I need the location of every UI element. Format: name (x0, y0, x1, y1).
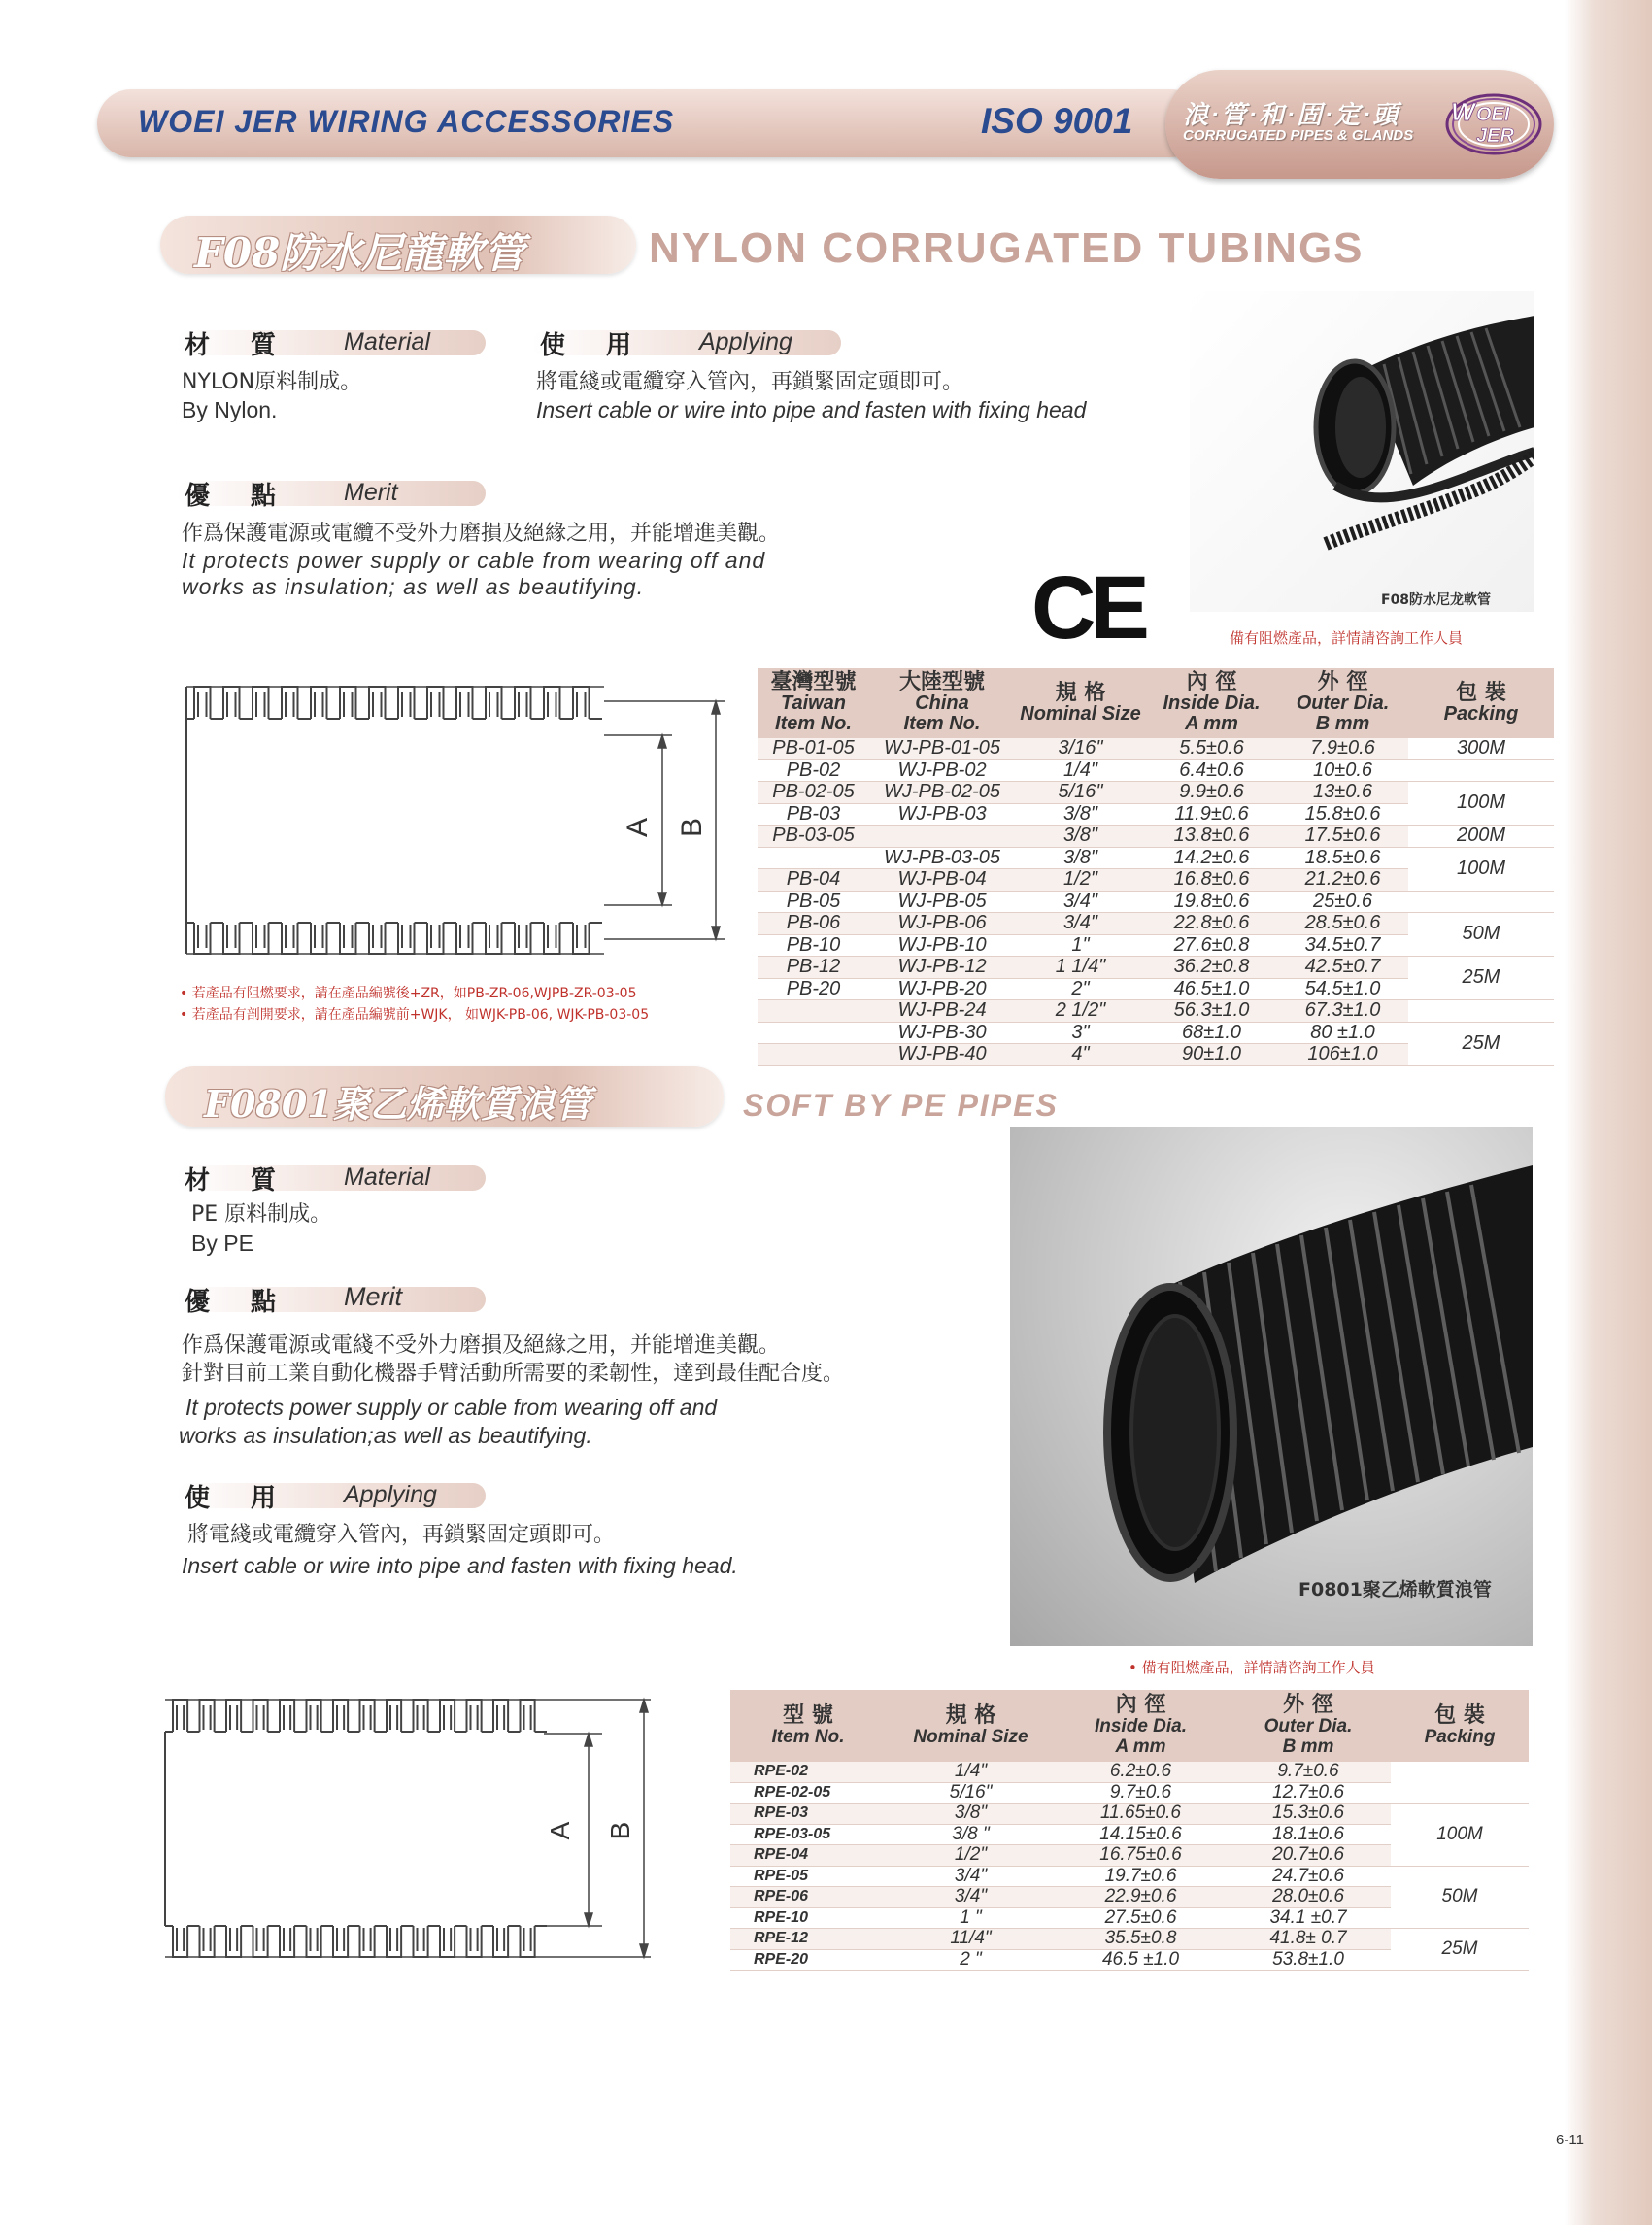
cell-item: RPE-02-05 (730, 1782, 886, 1804)
cell-a: 16.75±0.6 (1056, 1845, 1226, 1867)
cell-b: 25±0.6 (1277, 891, 1408, 913)
cell-packing: 100M (1391, 1804, 1529, 1867)
cell-item: RPE-03 (730, 1804, 886, 1825)
cell-a: 36.2±0.8 (1146, 957, 1277, 979)
pe-col-inside-dia: 內 徑 Inside Dia. A mm (1056, 1690, 1226, 1762)
col-china-item: 大陸型號 China Item No. (869, 668, 1015, 738)
cell-item: RPE-10 (730, 1907, 886, 1929)
cell-tw (758, 847, 869, 869)
cell-a: 11.65±0.6 (1056, 1804, 1226, 1825)
cell-tw: PB-04 (758, 869, 869, 892)
cell-size: 2 " (886, 1949, 1056, 1971)
table-row (758, 1022, 1554, 1044)
cell-cn: WJ-PB-20 (869, 978, 1015, 1000)
cell-size: 5/16" (886, 1782, 1056, 1804)
cell-b: 18.1±0.6 (1226, 1824, 1391, 1845)
cell-a: 46.5 ±1.0 (1056, 1949, 1226, 1971)
col-nominal-size: 規 格 Nominal Size (1015, 668, 1146, 738)
cell-tw: PB-06 (758, 913, 869, 935)
table-row (758, 759, 1554, 782)
pe-tube-photo (1010, 1127, 1533, 1646)
cell-a: 16.8±0.6 (1146, 869, 1277, 892)
cell-size: 1/4" (1015, 759, 1146, 782)
cell-b: 20.7±0.6 (1226, 1845, 1391, 1867)
cell-tw (758, 1022, 869, 1044)
cell-a: 22.9±0.6 (1056, 1887, 1226, 1908)
cell-a: 19.8±0.6 (1146, 891, 1277, 913)
cell-packing (1408, 759, 1554, 782)
cell-size: 1/4" (886, 1762, 1056, 1782)
pe-merit-label-cn: 優點 (185, 1288, 318, 1317)
pe-drawing-label-b: B (605, 1821, 635, 1840)
table-row (758, 738, 1554, 759)
cell-packing (1408, 1000, 1554, 1023)
cell-a: 35.5±0.8 (1056, 1929, 1226, 1950)
pe-drawing-label-a: A (545, 1821, 575, 1840)
col-inside-dia: 內 徑 Inside Dia. A mm (1146, 668, 1277, 738)
ce-mark: CE (1031, 558, 1144, 657)
cell-cn: WJ-PB-02-05 (869, 782, 1015, 804)
cell-packing: 100M (1408, 847, 1554, 891)
cell-a: 22.8±0.6 (1146, 913, 1277, 935)
cell-cn: WJ-PB-05 (869, 891, 1015, 913)
cell-tw: PB-02-05 (758, 782, 869, 804)
cell-size: 2" (1015, 978, 1146, 1000)
table-row (758, 782, 1554, 804)
pe-material-label-en: Material (344, 1163, 430, 1191)
pe-photo-caption: F0801聚乙烯軟質浪管 (1298, 1579, 1492, 1601)
cell-size: 3/16" (1015, 738, 1146, 759)
cell-packing: 25M (1408, 1022, 1554, 1065)
cell-b: 18.5±0.6 (1277, 847, 1408, 869)
cell-cn: WJ-PB-40 (869, 1044, 1015, 1066)
table-row (730, 1804, 1529, 1825)
nylon-tube-photo (1190, 291, 1534, 612)
cell-a: 11.9±0.6 (1146, 803, 1277, 826)
pe-material-text-en: By PE (191, 1230, 253, 1256)
table-row (758, 1000, 1554, 1023)
applying-label-cn: 使用 (540, 331, 673, 360)
woei-jer-logo-icon (1437, 85, 1544, 163)
merit-label-cn: 優點 (185, 482, 318, 511)
cell-b: 13±0.6 (1277, 782, 1408, 804)
cell-packing: 25M (1408, 957, 1554, 1000)
table-row (758, 826, 1554, 848)
section2-red-note: • 備有阻燃產品，詳情請咨詢工作人員 (1129, 1659, 1375, 1676)
svg-text:W: W (1451, 97, 1475, 126)
cell-a: 5.5±0.6 (1146, 738, 1277, 759)
pe-merit-label-en: Merit (344, 1282, 402, 1311)
cell-b: 41.8± 0.7 (1226, 1929, 1391, 1950)
pe-spec-table (730, 1690, 1529, 1971)
cell-b: 9.7±0.6 (1226, 1762, 1391, 1782)
cell-size: 2 1/2" (1015, 1000, 1146, 1023)
cell-tw: PB-01-05 (758, 738, 869, 759)
cell-item: RPE-20 (730, 1949, 886, 1971)
section1-red-note: 備有阻燃產品，詳情請咨詢工作人員 (1230, 629, 1464, 647)
cell-item: RPE-12 (730, 1929, 886, 1950)
page-edge-strip (1565, 0, 1652, 2225)
cell-size: 3" (1015, 1022, 1146, 1044)
cell-a: 9.9±0.6 (1146, 782, 1277, 804)
cell-tw (758, 1000, 869, 1023)
cell-tw: PB-03 (758, 803, 869, 826)
section1-note-2: • 若產品有剖開要求，請在產品編號前+WJK， 如WJK-PB-06, WJK-PB-03-05 (180, 1007, 650, 1023)
cell-item: RPE-06 (730, 1887, 886, 1908)
cell-tw: PB-12 (758, 957, 869, 979)
cell-a: 14.15±0.6 (1056, 1824, 1226, 1845)
section1-note-1: • 若產品有阻燃要求，請在產品編號後+ZR，如PB-ZR-06,WJPB-ZR-03-05 (180, 986, 637, 1001)
pe-merit-text-en1: It protects power supply or cable from wearing off and (185, 1395, 718, 1420)
cell-b: 34.5±0.7 (1277, 934, 1408, 957)
material-text-en: By Nylon. (182, 397, 278, 422)
cell-b: 24.7±0.6 (1226, 1866, 1391, 1887)
cell-b: 28.0±0.6 (1226, 1887, 1391, 1908)
table-row (730, 1929, 1529, 1950)
cell-tw (758, 1044, 869, 1066)
header-brand: WOEI JER WIRING ACCESSORIES (138, 104, 675, 139)
pe-tube-drawing (155, 1685, 660, 1976)
cell-b: 67.3±1.0 (1277, 1000, 1408, 1023)
cell-size: 1 1/4" (1015, 957, 1146, 979)
logo-cn: 浪‧管‧和‧固‧定‧頭 (1183, 101, 1400, 130)
cell-a: 27.5±0.6 (1056, 1907, 1226, 1929)
pe-merit-text-cn2: 針對目前工業自動化機器手臂活動所需要的柔韌性，達到最佳配合度。 (182, 1362, 845, 1386)
col-taiwan-item: 臺灣型號 Taiwan Item No. (758, 668, 869, 738)
pe-merit-text-cn1: 作爲保護電源或電綫不受外力磨損及絕緣之用，并能增進美觀。 (182, 1333, 781, 1358)
cell-size: 1/2" (886, 1845, 1056, 1867)
cell-size: 4" (1015, 1044, 1146, 1066)
header-iso: ISO 9001 (981, 101, 1133, 141)
cell-packing: 200M (1408, 826, 1554, 848)
cell-size: 5/16" (1015, 782, 1146, 804)
pe-applying-label-en: Applying (344, 1481, 437, 1508)
cell-packing: 100M (1408, 782, 1554, 826)
cell-item: RPE-03-05 (730, 1824, 886, 1845)
page-number: 6-11 (1556, 2132, 1584, 2148)
cell-size: 3/8" (1015, 826, 1146, 848)
cell-a: 6.4±0.6 (1146, 759, 1277, 782)
cell-cn: WJ-PB-12 (869, 957, 1015, 979)
merit-label-en: Merit (344, 479, 398, 506)
pe-col-packing: 包 裝 Packing (1391, 1690, 1529, 1762)
cell-a: 6.2±0.6 (1056, 1762, 1226, 1782)
cell-cn: WJ-PB-03 (869, 803, 1015, 826)
section1-title-en: NYLON CORRUGATED TUBINGS (649, 224, 1365, 272)
cell-size: 3/4" (1015, 913, 1146, 935)
cell-size: 11/4" (886, 1929, 1056, 1950)
cell-packing: 50M (1408, 913, 1554, 957)
col-outer-dia: 外 徑 Outer Dia. B mm (1277, 668, 1408, 738)
cell-size: 3/4" (1015, 891, 1146, 913)
cell-size: 1 " (886, 1907, 1056, 1929)
cell-a: 9.7±0.6 (1056, 1782, 1226, 1804)
table-row (758, 913, 1554, 935)
cell-tw: PB-02 (758, 759, 869, 782)
section1-title-cn: F08防水尼龍軟管 (194, 229, 525, 277)
cell-a: 19.7±0.6 (1056, 1866, 1226, 1887)
nylon-photo-caption: F08防水尼龙軟管 (1381, 592, 1492, 608)
pe-material-label-cn: 材質 (185, 1166, 318, 1196)
cell-b: 7.9±0.6 (1277, 738, 1408, 759)
pe-col-item: 型 號 Item No. (730, 1690, 886, 1762)
cell-b: 17.5±0.6 (1277, 826, 1408, 848)
cell-tw: PB-03-05 (758, 826, 869, 848)
pe-applying-text-cn: 將電綫或電纜穿入管內，再鎖緊固定頭即可。 (187, 1523, 616, 1547)
cell-a: 14.2±0.6 (1146, 847, 1277, 869)
cell-packing: 50M (1391, 1866, 1529, 1929)
pe-col-outer-dia: 外 徑 Outer Dia. B mm (1226, 1690, 1391, 1762)
cell-a: 90±1.0 (1146, 1044, 1277, 1066)
material-label-en: Material (344, 328, 430, 355)
cell-cn: WJ-PB-04 (869, 869, 1015, 892)
cell-size: 3/8 " (886, 1824, 1056, 1845)
cell-b: 10±0.6 (1277, 759, 1408, 782)
cell-a: 27.6±0.8 (1146, 934, 1277, 957)
cell-b: 12.7±0.6 (1226, 1782, 1391, 1804)
cell-cn: WJ-PB-06 (869, 913, 1015, 935)
cell-b: 106±1.0 (1277, 1044, 1408, 1066)
cell-b: 80 ±1.0 (1277, 1022, 1408, 1044)
cell-b: 21.2±0.6 (1277, 869, 1408, 892)
cell-cn: WJ-PB-24 (869, 1000, 1015, 1023)
cell-tw: PB-20 (758, 978, 869, 1000)
merit-text-en1: It protects power supply or cable from wearing off and (182, 548, 766, 573)
table-row (758, 847, 1554, 869)
cell-size: 1" (1015, 934, 1146, 957)
cell-a: 68±1.0 (1146, 1022, 1277, 1044)
cell-size: 3/4" (886, 1887, 1056, 1908)
cell-item: RPE-04 (730, 1845, 886, 1867)
cell-b: 15.3±0.6 (1226, 1804, 1391, 1825)
cell-b: 28.5±0.6 (1277, 913, 1408, 935)
cell-b: 54.5±1.0 (1277, 978, 1408, 1000)
cell-cn: WJ-PB-30 (869, 1022, 1015, 1044)
cell-packing: 25M (1391, 1929, 1529, 1971)
cell-packing (1391, 1762, 1529, 1804)
table-row (758, 957, 1554, 979)
pe-applying-text-en: Insert cable or wire into pipe and fasten with fixing head. (182, 1553, 738, 1578)
cell-cn: WJ-PB-10 (869, 934, 1015, 957)
cell-tw: PB-10 (758, 934, 869, 957)
logo-en: CORRUGATED PIPES & GLANDS (1183, 127, 1414, 144)
cell-item: RPE-02 (730, 1762, 886, 1782)
table-row (730, 1762, 1529, 1782)
cell-size: 3/8" (1015, 803, 1146, 826)
material-label-cn: 材質 (185, 331, 318, 360)
merit-text-en2: works as insulation; as well as beautifying. (182, 574, 645, 599)
merit-text-cn: 作爲保護電源或電纜不受外力磨損及絕緣之用，并能增進美觀。 (182, 522, 781, 546)
cell-b: 34.1 ±0.7 (1226, 1907, 1391, 1929)
nylon-tube-drawing (177, 662, 750, 973)
col-packing: 包 裝 Packing (1408, 668, 1554, 738)
applying-label-en: Applying (699, 328, 792, 355)
drawing-label-b: B (676, 817, 708, 838)
svg-text:JER: JER (1476, 125, 1514, 147)
material-text-cn: NYLON原料制成。 (182, 370, 362, 394)
cell-packing (1408, 891, 1554, 913)
cell-tw: PB-05 (758, 891, 869, 913)
cell-cn: WJ-PB-01-05 (869, 738, 1015, 759)
drawing-label-a: A (622, 817, 654, 838)
table-row (758, 891, 1554, 913)
cell-item: RPE-05 (730, 1866, 886, 1887)
cell-a: 56.3±1.0 (1146, 1000, 1277, 1023)
cell-cn: WJ-PB-03-05 (869, 847, 1015, 869)
pe-applying-label-cn: 使用 (185, 1484, 318, 1513)
cell-size: 3/8" (886, 1804, 1056, 1825)
cell-cn: WJ-PB-02 (869, 759, 1015, 782)
cell-a: 46.5±1.0 (1146, 978, 1277, 1000)
table-row (730, 1866, 1529, 1887)
svg-text:OEI: OEI (1476, 104, 1510, 125)
cell-size: 3/8" (1015, 847, 1146, 869)
applying-text-en: Insert cable or wire into pipe and fasten with fixing head (536, 397, 1087, 422)
pe-material-text-cn: PE 原料制成。 (191, 1202, 332, 1227)
pe-col-nominal-size: 規 格 Nominal Size (886, 1690, 1056, 1762)
nylon-spec-table (758, 668, 1554, 1066)
cell-b: 15.8±0.6 (1277, 803, 1408, 826)
cell-cn (869, 826, 1015, 848)
cell-a: 13.8±0.6 (1146, 826, 1277, 848)
cell-packing: 300M (1408, 738, 1554, 759)
section2-title-cn: F0801聚乙烯軟質浪管 (204, 1082, 591, 1126)
cell-size: 3/4" (886, 1866, 1056, 1887)
cell-b: 53.8±1.0 (1226, 1949, 1391, 1971)
applying-text-cn: 將電綫或電纜穿入管內，再鎖緊固定頭即可。 (536, 370, 964, 394)
cell-size: 1/2" (1015, 869, 1146, 892)
section2-title-en: SOFT BY PE PIPES (743, 1088, 1059, 1123)
pe-merit-text-en2: works as insulation;as well as beautifying. (179, 1423, 592, 1448)
cell-b: 42.5±0.7 (1277, 957, 1408, 979)
